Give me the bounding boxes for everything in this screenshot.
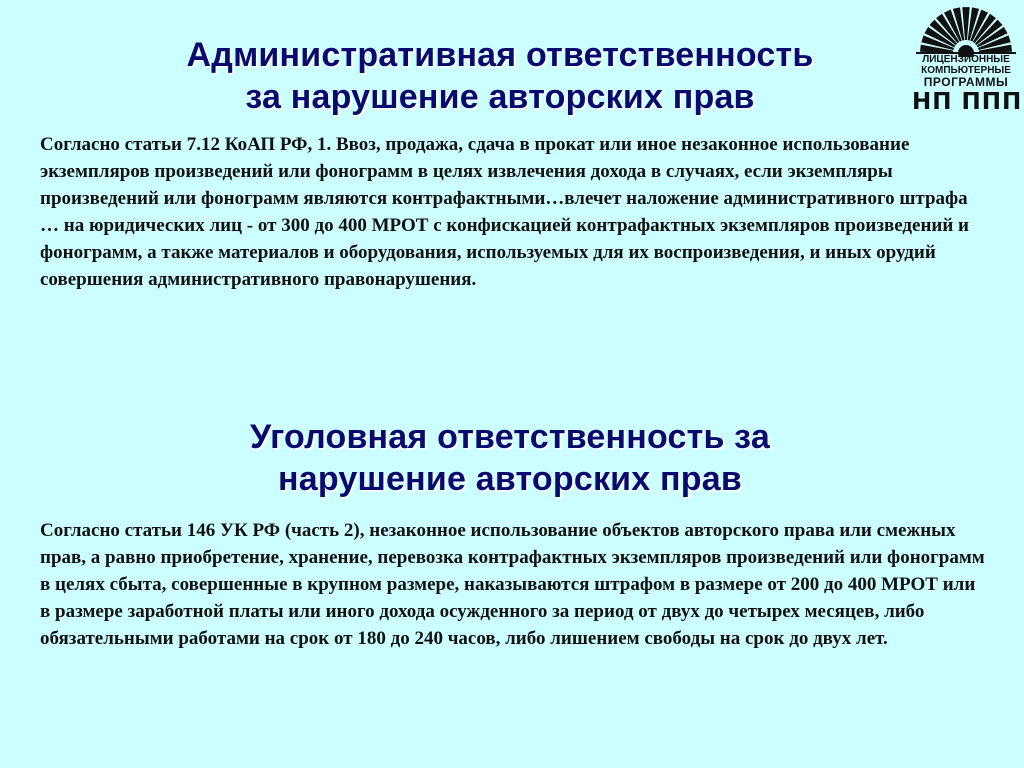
logo-line-licensed: ЛИЦЕНЗИОННЫЕ xyxy=(922,54,1010,65)
logo-line-programs: ПРОГРАММЫ xyxy=(923,75,1009,89)
section2-title xyxy=(110,416,910,500)
section1-title xyxy=(90,34,910,118)
sunburst-emblem-icon xyxy=(912,5,1020,57)
section1-body: Согласно статьи 7.12 КоАП РФ, 1. Ввоз, продажа, сдача в прокат или иное незаконное использование экземпляров произведений или фонограмм в целях извлечения дохода в случаях, если экземпляры произведений или фонограмм являются контрафактными…влечет наложение административного штрафа … на юридических лиц - от 300 до 400 МРОТ с конфискацией контрафактных экземпляров произведений и фонограмм, а также материалов и оборудования, используемых для их воспроизведения, и иных орудий совершения административного правонарушения. xyxy=(40,134,970,290)
section1-title-line1: Административная ответственность xyxy=(186,36,814,74)
logo-line-computer: КОМПЬЮТЕРНЫЕ xyxy=(921,65,1011,76)
section2-title-line2: нарушение авторских прав xyxy=(278,460,742,498)
section2-body: Согласно статьи 146 УК РФ (часть 2), незаконное использование объектов авторского права или смежных прав, а равно приобретение, хранение, перевозка контрафактных экземпляров произведений или фонограмм в целях сбыта, совершенные в крупном размере, наказываются штрафом в размере от 200 до 400 МРОТ или в размере заработной платы или иного дохода осужденного за период от двух до четырех месяцев, либо обязательными работами на срок от 180 до 240 часов, либо лишением свободы на срок до двух лет. xyxy=(40,520,985,649)
logo-line-np-ppp: НП ППП xyxy=(912,89,1023,115)
section1-title-line2: за нарушение авторских прав xyxy=(245,78,755,116)
np-ppp-logo xyxy=(912,5,1023,117)
section2-title-line1: Уголовная ответственность за xyxy=(250,418,770,456)
